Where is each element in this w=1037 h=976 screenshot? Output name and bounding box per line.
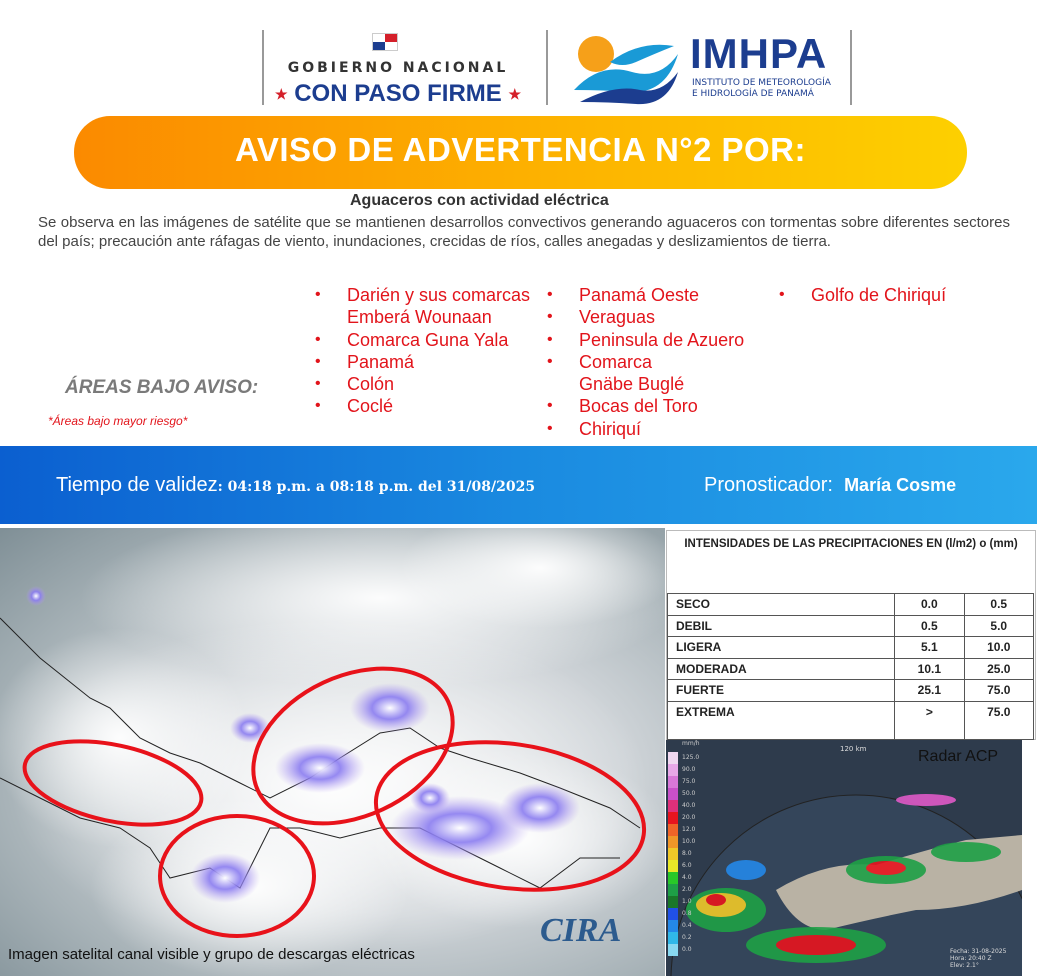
radar-scale-label: 2.0 [682, 886, 692, 893]
radar-scale-label: 90.0 [682, 766, 696, 773]
intensity-min: 0.0 [895, 594, 964, 616]
cira-logo: CIRA [540, 912, 622, 949]
intensity-max: 75.0 [964, 680, 1033, 702]
radar-scale-label: 0.8 [682, 910, 692, 917]
divider [262, 30, 264, 105]
intensity-label: FUERTE [668, 680, 895, 702]
area-item: • Comarca Guna Yala [315, 329, 535, 351]
imhpa-subtitle-line2: E HIDROLOGÍA DE PANAMÁ [692, 89, 814, 99]
radar-label: Radar ACP [918, 748, 999, 765]
radar-meta-line: Elev: 2.1° [950, 962, 979, 969]
radar-scale-label: 6.0 [682, 862, 692, 869]
radar-scale-label: 12.0 [682, 826, 696, 833]
intensity-min: 5.1 [895, 637, 964, 659]
radar-scale-label: 50.0 [682, 790, 696, 797]
intensity-label: LIGERA [668, 637, 895, 659]
radar-meta-line: Fecha: 31-08-2025 [950, 948, 1007, 955]
radar-scale-label: 0.2 [682, 934, 692, 941]
panama-flag-icon [372, 33, 398, 51]
satellite-caption: Imagen satelital canal visible y grupo de descargas eléctricas [8, 946, 415, 963]
intensity-max: 0.5 [964, 594, 1033, 616]
intensity-label: SECO [668, 594, 895, 616]
intensity-label: EXTREMA [668, 701, 895, 739]
area-item: • Comarca Gnäbe Buglé [547, 351, 707, 396]
radar-scale-label: 1.0 [682, 898, 692, 905]
table-row [668, 658, 1034, 680]
gov-title: GOBIERNO NACIONAL [287, 60, 509, 76]
table-row [668, 594, 1034, 616]
areas-list-1 [315, 284, 535, 418]
forecaster [704, 474, 956, 497]
imhpa-subtitle [692, 78, 831, 100]
risk-note: *Áreas bajo mayor riesgo* [48, 414, 188, 428]
radar-color-scale [668, 752, 678, 956]
radar-meta-line: Hora: 20:40 Z [950, 955, 992, 962]
phenomenon-title: Aguaceros con actividad eléctrica [350, 192, 609, 209]
area-item: • Peninsula de Azuero [547, 329, 777, 351]
area-item: • Darién y sus comarcas Emberá Wounaan [315, 284, 535, 329]
intensity-max: 5.0 [964, 615, 1033, 637]
radar-scale-label: 10.0 [682, 838, 696, 845]
divider [850, 30, 852, 105]
satellite-image [0, 528, 665, 976]
area-item: • Veraguas [547, 306, 777, 328]
radar-scale-label: 20.0 [682, 814, 696, 821]
precipitation-table-title: INTENSIDADES DE LAS PRECIPITACIONES EN (l/m2) o (mm) [684, 538, 1018, 550]
forecaster-label: Pronosticador: [704, 474, 833, 496]
radar-scale-label: 8.0 [682, 850, 692, 857]
gov-slogan: ★ CON PASO FIRME ★ [274, 80, 522, 107]
areas-list-3 [779, 284, 999, 306]
radar-scale-labels [682, 752, 699, 956]
radar-scale-label: 0.4 [682, 922, 692, 929]
validity-label: Tiempo de validez [56, 474, 218, 496]
intensity-min: 0.5 [895, 615, 964, 637]
intensity-max: 75.0 [964, 701, 1033, 739]
radar-meta [950, 948, 1006, 969]
radar-unit: mm/h [682, 740, 700, 747]
radar-scale-label: 125.0 [682, 754, 700, 761]
area-item: • Coclé [315, 395, 535, 417]
intensity-label: MODERADA [668, 658, 895, 680]
validity [56, 474, 535, 497]
area-item: • Panamá Oeste [547, 284, 777, 306]
radar-image [666, 740, 1022, 976]
table-row [668, 701, 1034, 739]
imhpa-logo-icon [570, 32, 682, 106]
areas-label: ÁREAS BAJO AVISO: [65, 377, 259, 398]
radar-scale-label: 75.0 [682, 778, 696, 785]
area-item: • Golfo de Chiriquí [779, 284, 999, 306]
intensity-label: DEBIL [668, 615, 895, 637]
forecaster-name: María Cosme [844, 475, 957, 495]
gov-slogan-text: CON PASO FIRME [294, 80, 502, 107]
warning-description: Se observa en las imágenes de satélite que se mantienen desarrollos convectivos generando aguaceros con tormentas sobre diferentes sectores del país; precaución ante ráfagas de viento, inundaciones, crecidas de ríos, calles anegadas y deslizamientos de tierra. [38, 214, 1010, 250]
radar-scale-label: 40.0 [682, 802, 696, 809]
area-item: • Bocas del Toro [547, 395, 777, 417]
radar-scale-label: 4.0 [682, 874, 692, 881]
precipitation-table [666, 530, 1036, 740]
validity-value: : 04:18 p.m. a 08:18 p.m. del 31/08/2025 [217, 479, 536, 495]
intensity-min: 10.1 [895, 658, 964, 680]
divider [546, 30, 548, 105]
table-row [668, 680, 1034, 702]
areas-list-2 [547, 284, 777, 440]
intensity-max: 25.0 [964, 658, 1033, 680]
table-row [668, 637, 1034, 659]
radar-range-label: 120 km [840, 745, 867, 753]
imhpa-title: IMHPA [690, 30, 828, 77]
radar-scale-label: 0.0 [682, 946, 692, 953]
area-item: • Panamá [315, 351, 535, 373]
intensity-max: 10.0 [964, 637, 1033, 659]
table-row [668, 615, 1034, 637]
area-item: • Colón [315, 373, 535, 395]
intensity-min: 25.1 [895, 680, 964, 702]
warning-banner-title: AVISO DE ADVERTENCIA N°2 POR: [234, 131, 807, 168]
imhpa-subtitle-line1: INSTITUTO DE METEOROLOGÍA [692, 78, 831, 88]
area-item: • Chiriquí [547, 418, 777, 440]
intensity-min: > [895, 701, 964, 739]
